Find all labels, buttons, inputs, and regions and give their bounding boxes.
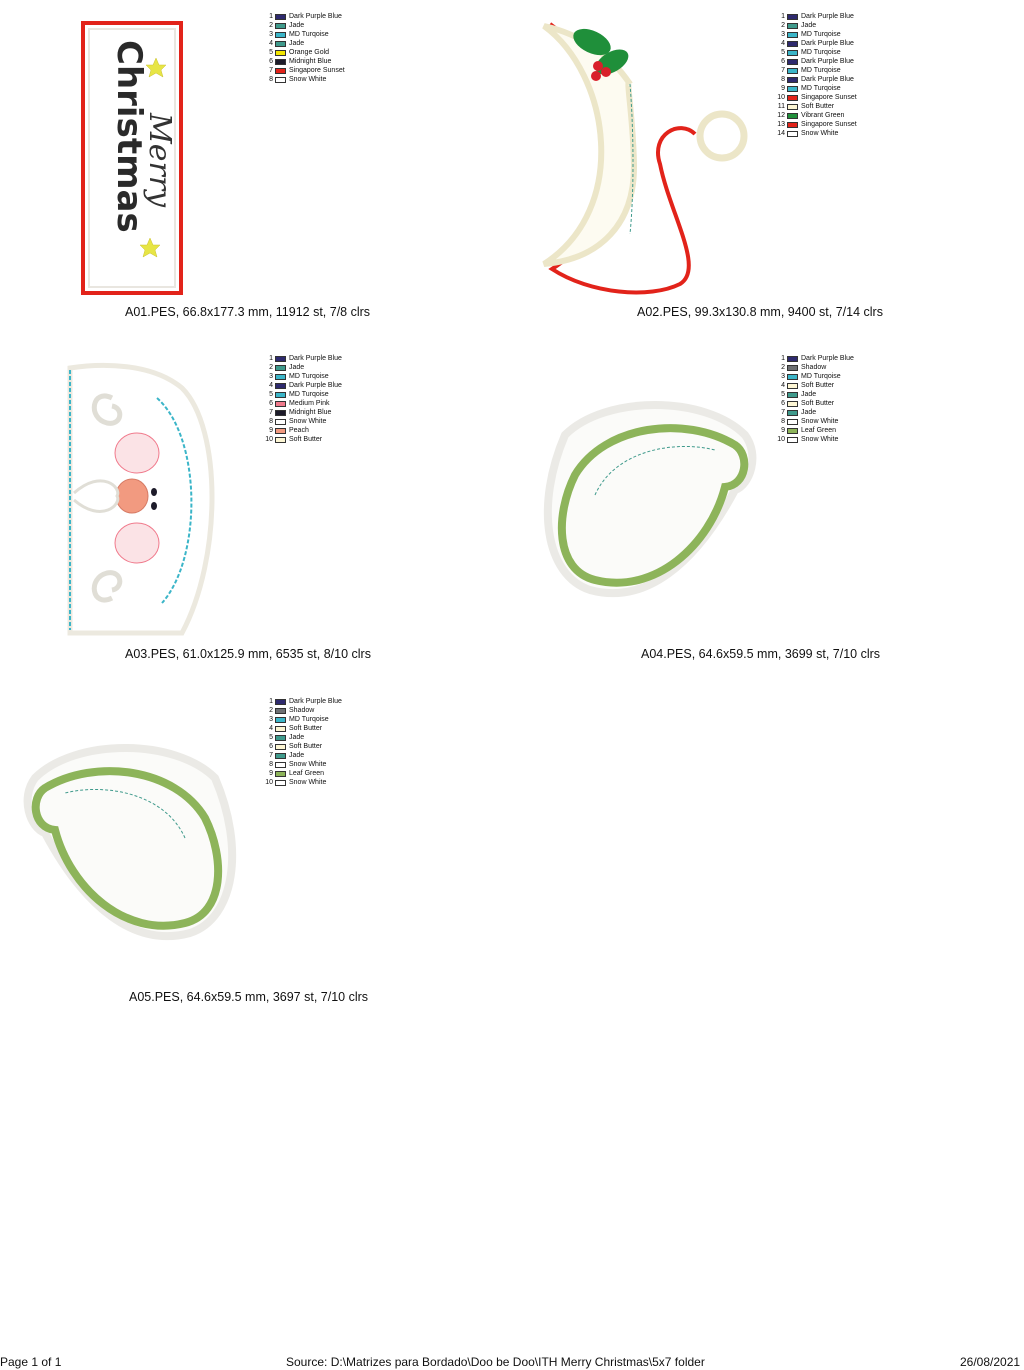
- color-swatch: [275, 419, 286, 425]
- color-swatch: [275, 708, 286, 714]
- legend-number: 4: [269, 40, 273, 47]
- design-a02: [530, 14, 760, 304]
- legend-row: [264, 66, 345, 75]
- design-a03: [62, 358, 207, 640]
- legend-number: 1: [269, 698, 273, 705]
- color-swatch: [275, 59, 286, 65]
- legend-row: [264, 751, 342, 760]
- legend-a05: [264, 697, 342, 787]
- legend-color-name: MD Turqoise: [289, 31, 329, 38]
- legend-number: 5: [269, 734, 273, 741]
- legend-row: [264, 760, 342, 769]
- legend-number: 1: [269, 13, 273, 20]
- design-a05-artwork: [20, 738, 245, 943]
- legend-color-name: Orange Gold: [289, 49, 330, 56]
- legend-color-name: Jade: [801, 391, 817, 398]
- legend-color-name: MD Turqoise: [801, 373, 841, 380]
- legend-number: 4: [781, 382, 785, 389]
- legend-row: [776, 102, 857, 111]
- caption-a04: A04.PES, 64.6x59.5 mm, 3699 st, 7/10 clrs: [641, 647, 881, 661]
- legend-row: [776, 399, 854, 408]
- color-swatch: [275, 753, 286, 759]
- legend-row: [776, 408, 854, 417]
- legend-number: 8: [269, 761, 273, 768]
- legend-color-name: MD Turqoise: [801, 49, 841, 56]
- legend-color-name: Jade: [289, 364, 305, 371]
- legend-number: 2: [269, 707, 273, 714]
- color-swatch: [275, 744, 286, 750]
- legend-color-name: Snow White: [289, 779, 327, 786]
- legend-a04: [776, 354, 854, 444]
- legend-color-name: Soft Butter: [801, 103, 835, 110]
- caption-a02: A02.PES, 99.3x130.8 mm, 9400 st, 7/14 clrs: [637, 305, 883, 319]
- legend-number: 9: [269, 427, 273, 434]
- color-swatch: [275, 383, 286, 389]
- legend-number: 5: [269, 49, 273, 56]
- color-swatch: [787, 410, 798, 416]
- footer-page-number: Page 1 of 1: [0, 1355, 62, 1369]
- nose: [116, 479, 148, 513]
- color-swatch: [787, 401, 798, 407]
- legend-color-name: MD Turqoise: [801, 67, 841, 74]
- legend-row: [264, 733, 342, 742]
- color-swatch: [787, 365, 798, 371]
- color-swatch: [787, 374, 798, 380]
- design-a01-artwork: [80, 18, 184, 298]
- legend-number: 3: [269, 716, 273, 723]
- legend-number: 12: [777, 112, 785, 119]
- legend-row: [264, 21, 345, 30]
- color-swatch: [275, 699, 286, 705]
- color-swatch: [275, 374, 286, 380]
- artwork-text-christmas: Christmas: [109, 40, 149, 233]
- design-a02-artwork: [530, 14, 760, 304]
- legend-row: [776, 12, 857, 21]
- legend-row: [264, 57, 345, 66]
- color-swatch: [787, 131, 798, 137]
- legend-color-name: Jade: [289, 734, 305, 741]
- legend-row: [776, 426, 854, 435]
- legend-row: [264, 354, 342, 363]
- legend-row: [264, 742, 342, 751]
- artwork-text-merry: Merry: [142, 113, 177, 208]
- legend-row: [264, 75, 345, 84]
- legend-color-name: Dark Purple Blue: [289, 382, 342, 389]
- legend-row: [264, 724, 342, 733]
- legend-color-name: Snow White: [801, 418, 839, 425]
- legend-row: [776, 354, 854, 363]
- legend-color-name: Dark Purple Blue: [801, 40, 854, 47]
- color-swatch: [275, 780, 286, 786]
- legend-number: 2: [781, 364, 785, 371]
- color-swatch: [787, 50, 798, 56]
- legend-number: 10: [777, 436, 785, 443]
- caption-a05: A05.PES, 64.6x59.5 mm, 3697 st, 7/10 clrs: [129, 990, 369, 1004]
- legend-row: [264, 697, 342, 706]
- legend-color-name: Jade: [801, 409, 817, 416]
- legend-number: 2: [781, 22, 785, 29]
- legend-number: 11: [777, 103, 785, 110]
- legend-color-name: Soft Butter: [289, 743, 323, 750]
- legend-row: [264, 769, 342, 778]
- color-swatch: [787, 14, 798, 20]
- legend-number: 4: [269, 382, 273, 389]
- legend-color-name: Soft Butter: [289, 725, 323, 732]
- color-swatch: [787, 32, 798, 38]
- legend-number: 8: [269, 418, 273, 425]
- legend-number: 7: [269, 67, 273, 74]
- color-swatch: [275, 41, 286, 47]
- color-swatch: [275, 77, 286, 83]
- legend-number: 3: [269, 31, 273, 38]
- color-swatch: [275, 762, 286, 768]
- legend-color-name: Soft Butter: [289, 436, 323, 443]
- color-swatch: [787, 23, 798, 29]
- color-swatch: [787, 356, 798, 362]
- legend-number: 7: [781, 409, 785, 416]
- legend-row: [776, 93, 857, 102]
- legend-color-name: MD Turqoise: [289, 373, 329, 380]
- color-swatch: [275, 771, 286, 777]
- legend-row: [776, 111, 857, 120]
- legend-color-name: Dark Purple Blue: [801, 58, 854, 65]
- legend-row: [776, 57, 857, 66]
- legend-color-name: MD Turqoise: [801, 85, 841, 92]
- legend-number: 10: [265, 779, 273, 786]
- legend-color-name: Snow White: [289, 418, 327, 425]
- color-swatch: [787, 59, 798, 65]
- legend-color-name: Snow White: [801, 436, 839, 443]
- legend-color-name: Soft Butter: [801, 400, 835, 407]
- cheek-top: [115, 433, 159, 473]
- legend-number: 6: [269, 58, 273, 65]
- legend-row: [776, 84, 857, 93]
- cheek-bottom: [115, 523, 159, 563]
- legend-row: [776, 30, 857, 39]
- color-swatch: [787, 77, 798, 83]
- legend-number: 8: [781, 76, 785, 83]
- footer-date: 26/08/2021: [960, 1355, 1021, 1369]
- color-swatch: [787, 383, 798, 389]
- color-swatch: [787, 428, 798, 434]
- color-swatch: [275, 735, 286, 741]
- eye: [151, 488, 157, 496]
- legend-color-name: Peach: [289, 427, 309, 434]
- legend-row: [776, 363, 854, 372]
- color-swatch: [275, 68, 286, 74]
- legend-row: [776, 21, 857, 30]
- legend-row: [776, 417, 854, 426]
- legend-color-name: Dark Purple Blue: [801, 13, 854, 20]
- legend-row: [264, 390, 342, 399]
- color-swatch: [787, 437, 798, 443]
- legend-row: [264, 778, 342, 787]
- legend-row: [264, 399, 342, 408]
- legend-row: [776, 39, 857, 48]
- legend-number: 5: [781, 49, 785, 56]
- legend-color-name: MD Turqoise: [289, 716, 329, 723]
- legend-row: [776, 129, 857, 138]
- eye: [151, 502, 157, 510]
- legend-row: [264, 12, 345, 21]
- legend-color-name: Leaf Green: [289, 770, 325, 777]
- legend-number: 7: [781, 67, 785, 74]
- color-swatch: [787, 95, 798, 101]
- legend-number: 5: [269, 391, 273, 398]
- legend-color-name: Shadow: [289, 707, 315, 714]
- design-a05: [20, 738, 245, 943]
- design-a03-artwork: [62, 358, 207, 640]
- legend-row: [776, 48, 857, 57]
- legend-color-name: Jade: [289, 22, 305, 29]
- legend-row: [264, 426, 342, 435]
- legend-color-name: Shadow: [801, 364, 827, 371]
- legend-row: [776, 372, 854, 381]
- legend-number: 7: [269, 752, 273, 759]
- color-swatch: [275, 401, 286, 407]
- pompom: [700, 114, 744, 158]
- holly-berry-icon: [591, 71, 601, 81]
- legend-color-name: Singapore Sunset: [801, 94, 857, 101]
- legend-row: [264, 30, 345, 39]
- holly-berry-icon: [593, 61, 603, 71]
- legend-number: 1: [781, 13, 785, 20]
- legend-number: 9: [781, 85, 785, 92]
- legend-number: 13: [777, 121, 785, 128]
- legend-number: 8: [269, 76, 273, 83]
- legend-number: 10: [777, 94, 785, 101]
- legend-color-name: Jade: [801, 22, 817, 29]
- legend-number: 14: [777, 130, 785, 137]
- color-swatch: [787, 392, 798, 398]
- legend-row: [264, 715, 342, 724]
- legend-color-name: Snow White: [289, 761, 327, 768]
- legend-number: 8: [781, 418, 785, 425]
- legend-color-name: Leaf Green: [801, 427, 837, 434]
- legend-number: 2: [269, 364, 273, 371]
- legend-color-name: Dark Purple Blue: [289, 13, 342, 20]
- color-swatch: [275, 365, 286, 371]
- legend-number: 7: [269, 409, 273, 416]
- legend-number: 4: [781, 40, 785, 47]
- color-swatch: [275, 23, 286, 29]
- legend-color-name: Singapore Sunset: [289, 67, 345, 74]
- legend-number: 3: [269, 373, 273, 380]
- legend-row: [264, 48, 345, 57]
- legend-color-name: Medium Pink: [289, 400, 330, 407]
- legend-a03: [264, 354, 342, 444]
- legend-row: [776, 390, 854, 399]
- legend-row: [776, 66, 857, 75]
- legend-color-name: Midnight Blue: [289, 58, 332, 65]
- legend-number: 6: [781, 58, 785, 65]
- color-swatch: [275, 437, 286, 443]
- legend-number: 3: [781, 373, 785, 380]
- legend-a01: [264, 12, 345, 84]
- legend-row: [776, 75, 857, 84]
- color-swatch: [787, 419, 798, 425]
- legend-number: 6: [781, 400, 785, 407]
- legend-row: [776, 381, 854, 390]
- legend-color-name: Vibrant Green: [801, 112, 845, 119]
- color-swatch: [275, 410, 286, 416]
- legend-number: 6: [269, 743, 273, 750]
- color-swatch: [787, 104, 798, 110]
- design-a04-artwork: [535, 395, 760, 600]
- legend-color-name: Snow White: [801, 130, 839, 137]
- legend-color-name: Jade: [289, 752, 305, 759]
- legend-number: 1: [269, 355, 273, 362]
- legend-row: [264, 706, 342, 715]
- design-a04: [535, 395, 760, 600]
- color-swatch: [275, 726, 286, 732]
- legend-color-name: Singapore Sunset: [801, 121, 857, 128]
- legend-row: [264, 39, 345, 48]
- legend-row: [264, 408, 342, 417]
- caption-a01: A01.PES, 66.8x177.3 mm, 11912 st, 7/8 clrs: [125, 305, 371, 319]
- legend-color-name: MD Turqoise: [801, 31, 841, 38]
- color-swatch: [787, 68, 798, 74]
- color-swatch: [275, 14, 286, 20]
- color-swatch: [275, 428, 286, 434]
- legend-color-name: Jade: [289, 40, 305, 47]
- legend-a02: [776, 12, 857, 138]
- color-swatch: [275, 356, 286, 362]
- legend-color-name: Dark Purple Blue: [289, 698, 342, 705]
- legend-color-name: Soft Butter: [801, 382, 835, 389]
- legend-number: 9: [781, 427, 785, 434]
- legend-number: 3: [781, 31, 785, 38]
- legend-color-name: Dark Purple Blue: [289, 355, 342, 362]
- caption-a03: A03.PES, 61.0x125.9 mm, 6535 st, 8/10 clrs: [125, 647, 371, 661]
- legend-color-name: Snow White: [289, 76, 327, 83]
- legend-number: 9: [269, 770, 273, 777]
- footer-source-path: Source: D:\Matrizes para Bordado\Doo be Doo\ITH Merry Christmas\5x7 folder: [286, 1355, 705, 1369]
- color-swatch: [787, 41, 798, 47]
- legend-row: [264, 381, 342, 390]
- legend-row: [264, 363, 342, 372]
- legend-number: 6: [269, 400, 273, 407]
- color-swatch: [275, 717, 286, 723]
- legend-row: [264, 417, 342, 426]
- color-swatch: [275, 50, 286, 56]
- legend-color-name: Dark Purple Blue: [801, 76, 854, 83]
- color-swatch: [275, 392, 286, 398]
- color-swatch: [787, 113, 798, 119]
- legend-color-name: Dark Purple Blue: [801, 355, 854, 362]
- legend-number: 10: [265, 436, 273, 443]
- legend-color-name: Midnight Blue: [289, 409, 332, 416]
- holly-berry-icon: [601, 67, 611, 77]
- legend-row: [776, 435, 854, 444]
- legend-row: [776, 120, 857, 129]
- legend-number: 1: [781, 355, 785, 362]
- legend-number: 5: [781, 391, 785, 398]
- design-a01: [80, 18, 184, 298]
- legend-row: [264, 435, 342, 444]
- color-swatch: [787, 86, 798, 92]
- legend-number: 4: [269, 725, 273, 732]
- legend-color-name: MD Turqoise: [289, 391, 329, 398]
- legend-number: 2: [269, 22, 273, 29]
- legend-row: [264, 372, 342, 381]
- color-swatch: [275, 32, 286, 38]
- color-swatch: [787, 122, 798, 128]
